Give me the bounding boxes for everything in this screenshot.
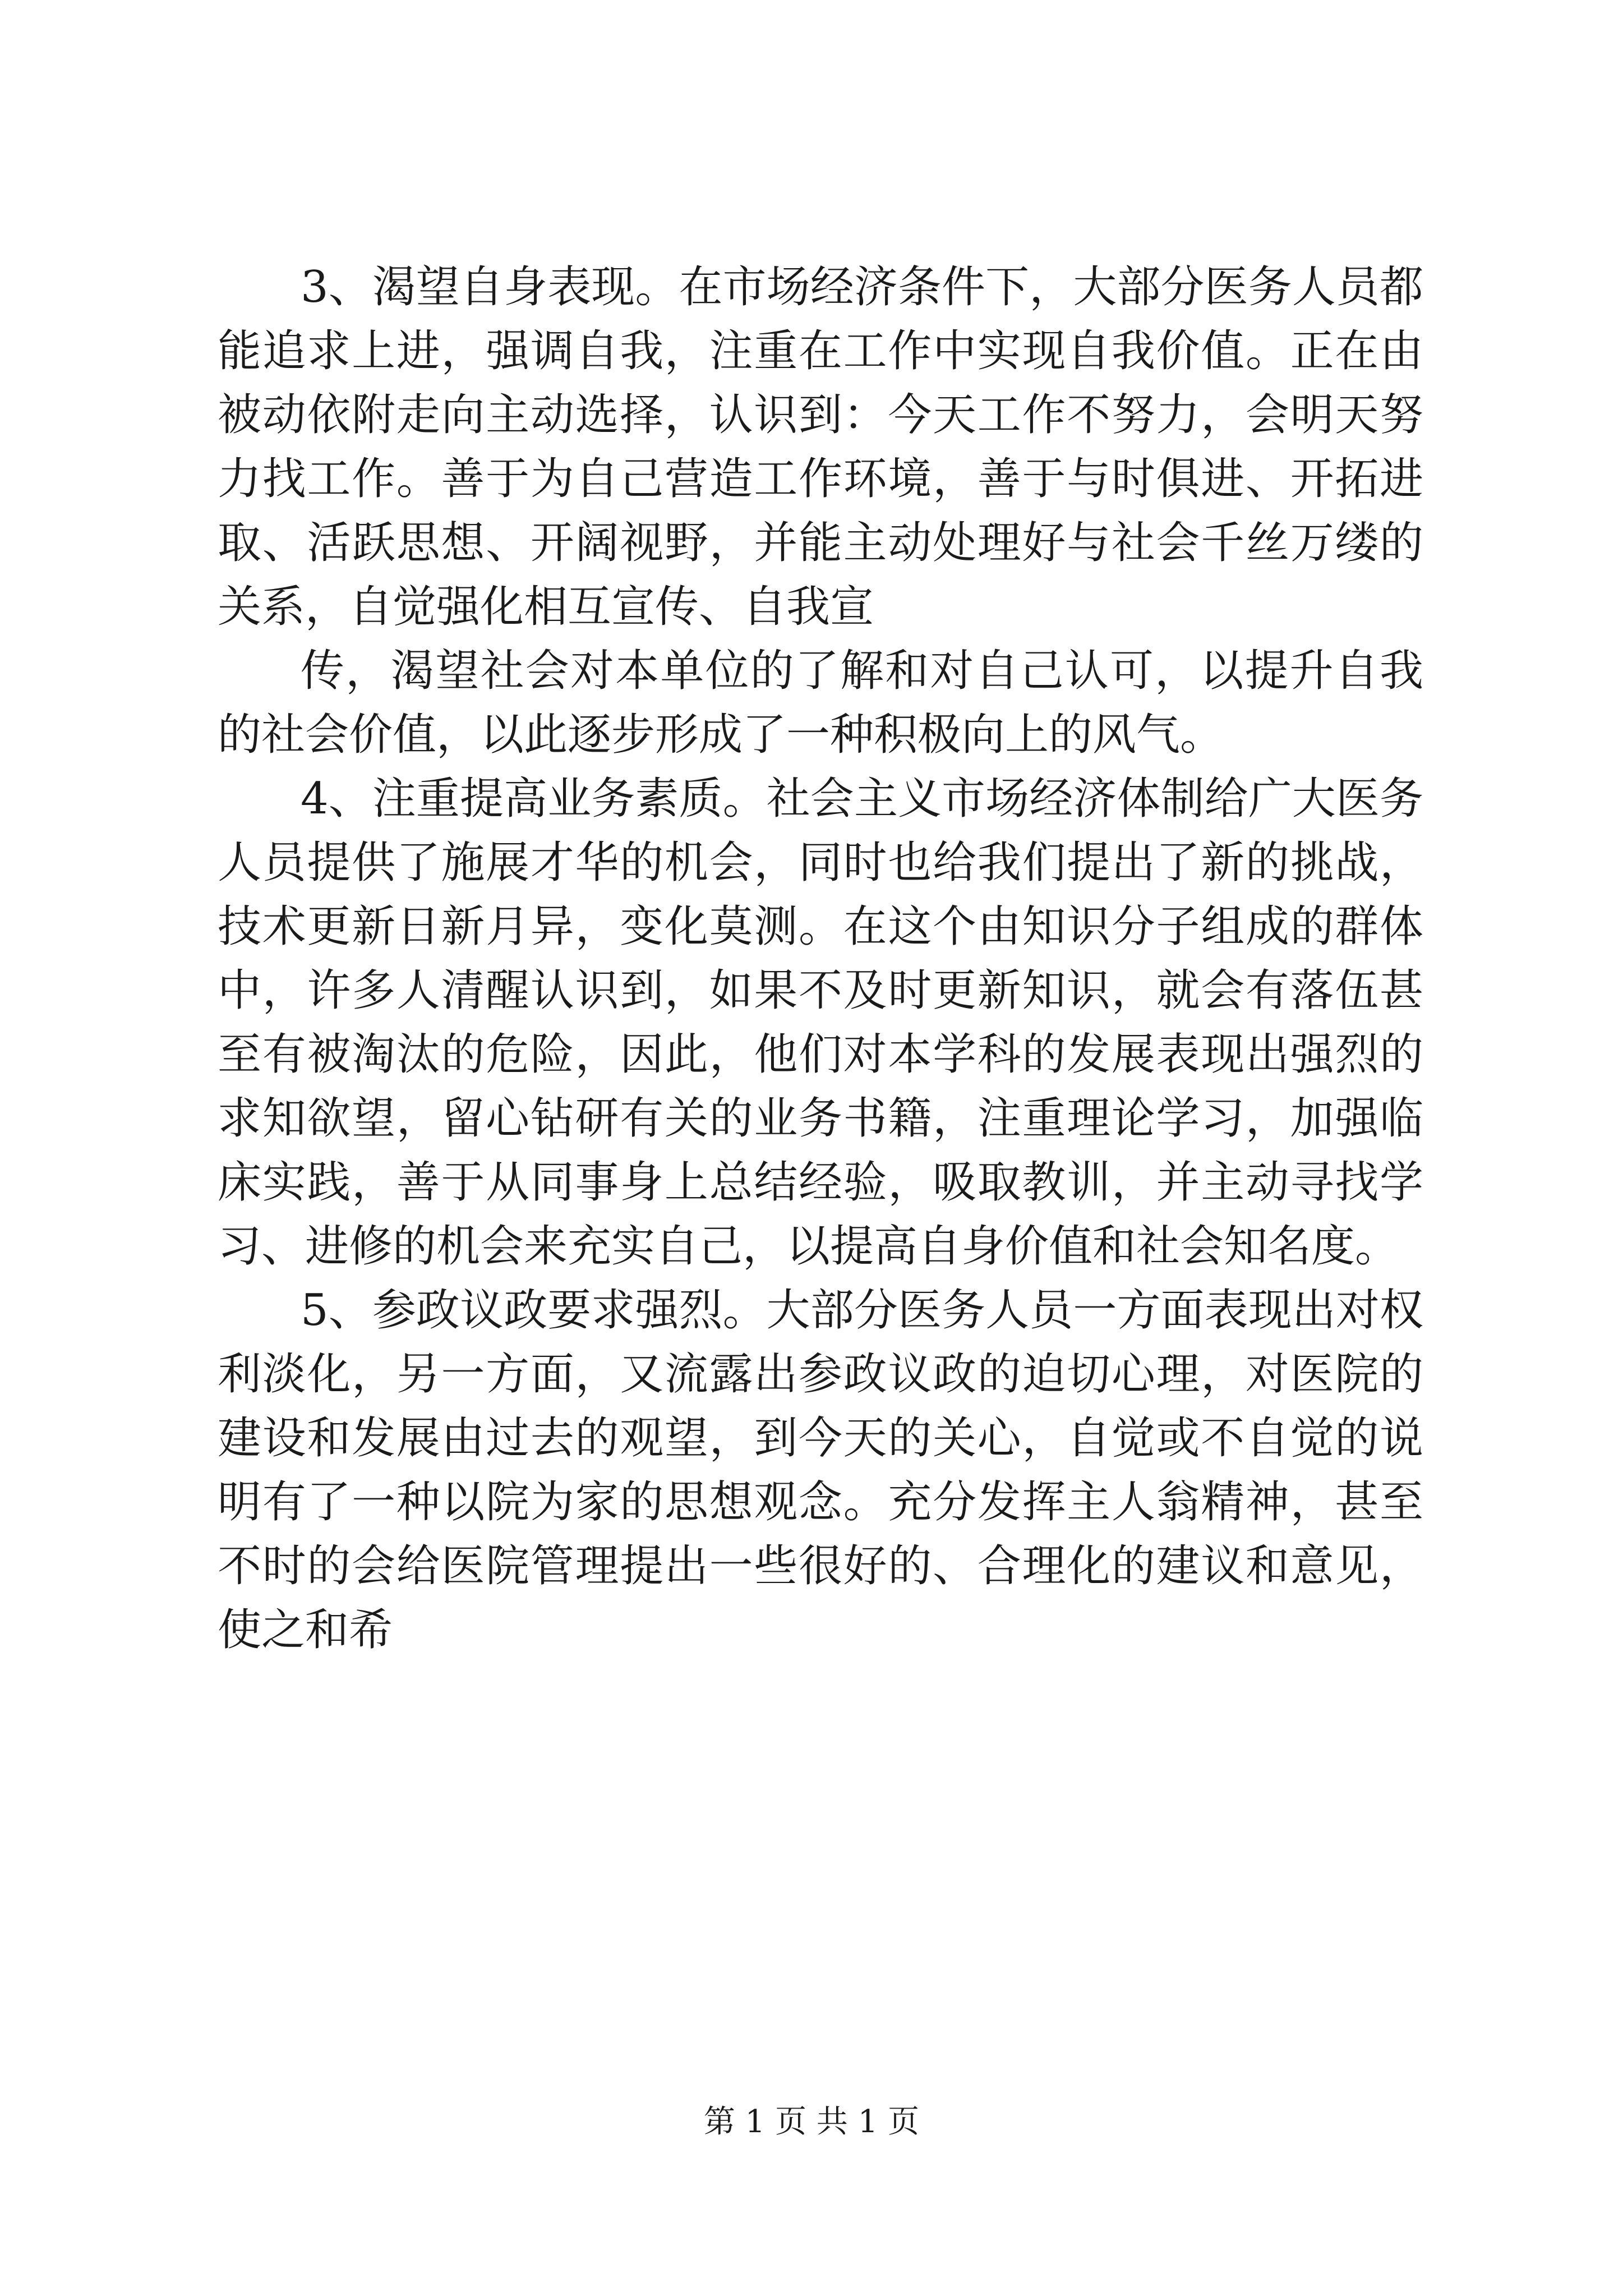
paragraph-continuation: 传，渴望社会对本单位的了解和对自己认可，以提升自我的社会价值，以此逐步形成了一种积极向上的风气。 <box>218 646 1423 760</box>
paragraph-item-5-participation: 5、参政议政要求强烈。大部分医务人员一方面表现出对权利淡化，另一方面，又流露出参政议政的迫切心理，对医院的建设和发展由过去的观望，到今天的关心，自觉或不自觉的说明有了一种以院为家的思想观念。充分发挥主人翁精神，甚至不时的会给医院管理提出一些很好的、合理化的建议和意见，使之和希 <box>218 1285 1423 1655</box>
page-number-footer: 第 1 页 共 1 页 <box>703 2104 920 2140</box>
paragraph-item-4-professional-quality: 4、注重提高业务素质。社会主义市场经济体制给广大医务人员提供了施展才华的机会，同时也给我们提出了新的挑战，技术更新日新月异，变化莫测。在这个由知识分子组成的群体中，许多人清醒认识到，如果不及时更新知识，就会有落伍甚至有被淘汰的危险，因此，他们对本学科的发展表现出强烈的求知欲望，留心钻研有关的业务书籍，注重理论学习，加强临床实践，善于从同事身上总结经验，吸取教训，并主动寻找学习、进修的机会来充实自己，以提高自身价值和社会知名度。 <box>218 774 1423 1272</box>
paragraph-item-3-self-expression: 3、渴望自身表现。在市场经济条件下，大部分医务人员都能追求上进，强调自我，注重在工作中实现自我价值。正在由被动依附走向主动选择，认识到：今天工作不努力，会明天努力找工作。善于为自己营造工作环境，善于与时俱进、开拓进取、活跃思想、开阔视野，并能主动处理好与社会千丝万缕的关系，自觉强化相互宣传、自我宣 <box>218 262 1423 632</box>
document-body <box>218 255 1423 1662</box>
